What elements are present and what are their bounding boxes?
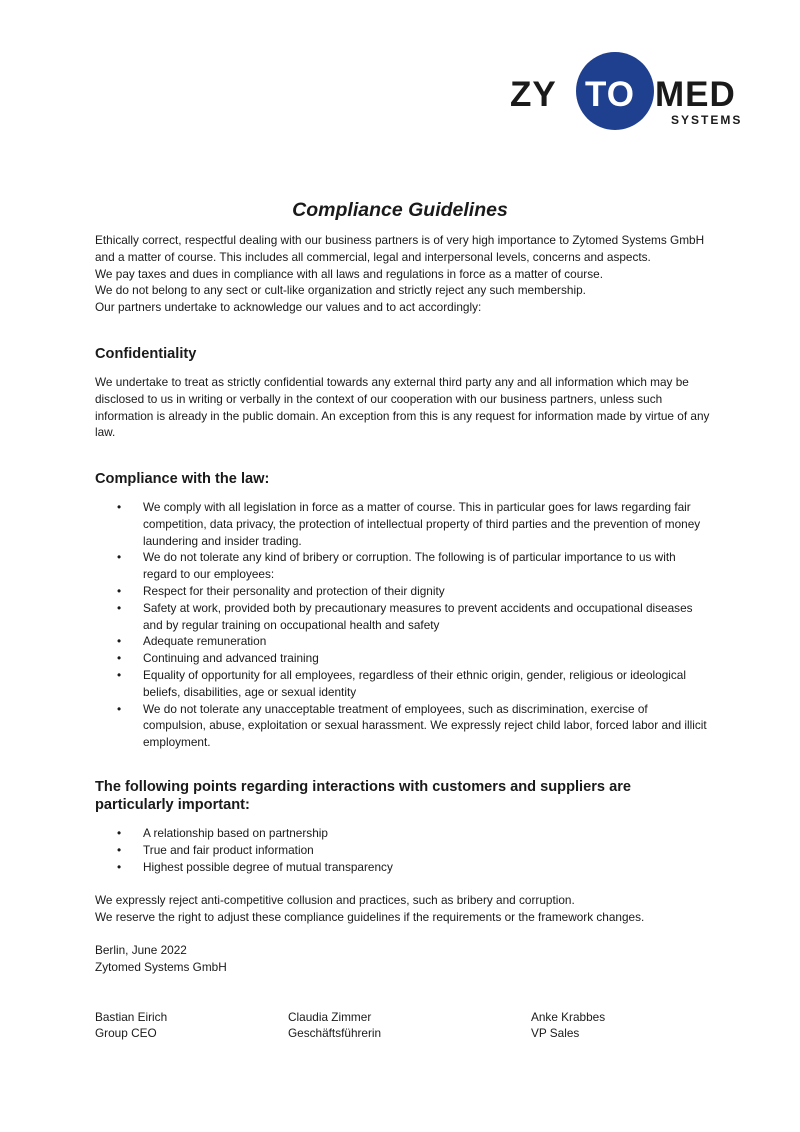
signatory [288, 1010, 381, 1041]
bullet-icon: • [117, 651, 122, 666]
intro-section [95, 232, 715, 316]
confidentiality-section [95, 374, 710, 441]
signatory-name: Anke Krabbes [531, 1010, 606, 1024]
bullet-icon: • [117, 600, 122, 615]
logo-text-med: MED [655, 75, 736, 114]
logo-text-zy: ZY [510, 75, 557, 114]
list-item-text: Adequate remuneration [143, 634, 267, 649]
signatory-role: Group CEO [95, 1025, 157, 1040]
list-item [95, 842, 715, 859]
signatory-name: Bastian Eirich [95, 1010, 168, 1024]
list-item-text: We comply with all legislation in force as a matter of course. This in particular goes for laws regarding fair competition, data privacy, the protection of intellectual property of third parties and the prevention of money laundering and insider trading. [143, 500, 701, 548]
list-item [95, 549, 710, 583]
intro-paragraph: Ethically correct, respectful dealing with our business partners is of very high importance to Zytomed Systems GmbH and a matter of course. This includes all commercial, legal and interpersonal levels, concerns and aspects. [95, 233, 705, 264]
confidentiality-text: We undertake to treat as strictly confidential towards any external third party any and all information which may be disclosed to us in writing or verbally in the context of our cooperation with our business partners, unless such information is already in the public domain. An exception from this is any request for information made by virtue of any law. [95, 375, 710, 440]
list-item-text: A relationship based on partnership [143, 826, 328, 840]
list-item [95, 825, 715, 842]
interactions-list [95, 825, 715, 875]
zytomed-logo-graphic [508, 52, 753, 134]
list-item-text: Equality of opportunity for all employees, regardless of their ethnic origin, gender, religious or ideological beliefs, disabilities, age or sexual identity [143, 667, 686, 699]
list-item-text: We do not tolerate any kind of bribery or corruption. The following is of particular importance to us with regard to our employees: [143, 550, 676, 582]
list-item [95, 600, 710, 634]
bullet-icon: • [117, 500, 122, 514]
page-title: Compliance Guidelines [292, 199, 508, 221]
list-item [95, 650, 710, 667]
list-item [95, 499, 710, 549]
logo-text-to: TO [585, 75, 635, 114]
list-item [95, 667, 710, 701]
list-item-text: Safety at work, provided both by precautionary measures to prevent accidents and occupational diseases and by regular training on occupational health and safety [143, 600, 693, 632]
intro-paragraph: Our partners undertake to acknowledge our values and to act accordingly: [95, 300, 482, 315]
closing-section [95, 892, 715, 926]
confidentiality-heading: Confidentiality [95, 346, 197, 362]
logo-text-systems: SYSTEMS [671, 113, 743, 127]
signatory-role: Geschäftsführerin [288, 1025, 382, 1040]
list-item [95, 633, 710, 650]
bullet-icon: • [117, 701, 122, 716]
bullet-icon: • [117, 826, 122, 840]
bullet-icon: • [117, 859, 122, 874]
closing-paragraph: We reserve the right to adjust these compliance guidelines if the requirements or the framework changes. [95, 909, 645, 924]
intro-paragraph: We pay taxes and dues in compliance with all laws and regulations in force as a matter of course. [95, 266, 603, 281]
law-list [95, 499, 710, 751]
place-date: Berlin, June 2022 [95, 943, 187, 957]
signatory-role: VP Sales [531, 1025, 580, 1040]
list-item [95, 583, 710, 600]
bullet-icon: • [117, 550, 122, 565]
intro-paragraph: We do not belong to any sect or cult-like organization and strictly reject any such membership. [95, 283, 586, 298]
bullet-icon: • [117, 634, 122, 649]
law-heading: Compliance with the law: [95, 471, 270, 487]
list-item-text: Highest possible degree of mutual transparency [143, 859, 393, 874]
list-item [95, 859, 715, 876]
bullet-icon: • [117, 842, 122, 857]
company-logo [508, 52, 753, 134]
company-name: Zytomed Systems GmbH [95, 959, 227, 974]
closing-paragraph: We expressly reject anti-competitive collusion and practices, such as bribery and corruption. [95, 893, 575, 907]
list-item-text: We do not tolerate any unacceptable treatment of employees, such as discrimination, exercise of compulsion, abuse, exploitation or sexual harassment. We expressly reject child labor, forced labor and illicit employment. [143, 701, 707, 750]
signatory-name: Claudia Zimmer [288, 1010, 372, 1024]
signatory [95, 1010, 167, 1041]
list-item-text: Continuing and advanced training [143, 651, 319, 666]
list-item-text: Respect for their personality and protection of their dignity [143, 583, 445, 598]
place-date-section [95, 942, 715, 976]
signatory [531, 1010, 605, 1041]
bullet-icon: • [117, 667, 122, 682]
list-item-text: True and fair product information [143, 842, 314, 857]
list-item [95, 701, 710, 751]
interactions-heading: The following points regarding interactions with customers and suppliers are particularly important: [95, 779, 631, 813]
bullet-icon: • [117, 583, 122, 598]
